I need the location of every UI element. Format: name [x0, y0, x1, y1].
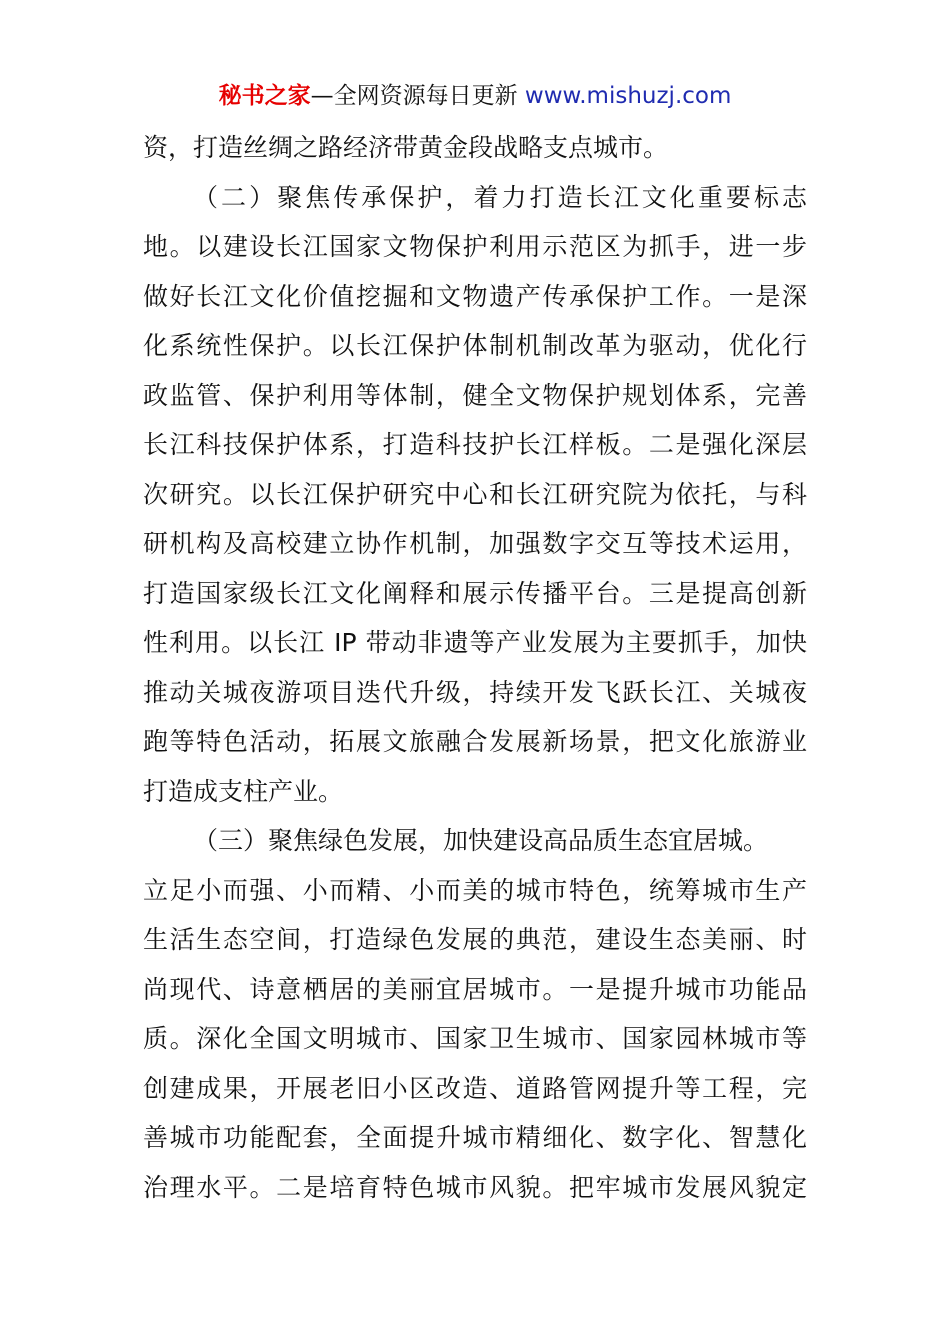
text-line: 治理水平。二是培育特色城市风貌。把牢城市发展风貌定	[143, 1172, 807, 1202]
section-heading-line: （二）聚焦传承保护，着力打造长江文化重要标志	[193, 182, 807, 212]
site-url-link[interactable]: www.mishuzj.com	[524, 83, 732, 109]
site-tagline: —全网资源每日更新	[310, 83, 518, 109]
text-line: 推动关城夜游项目迭代升级，持续开发飞跃长江、关城夜	[143, 677, 807, 707]
text-line: 立足小而强、小而精、小而美的城市特色，统筹城市生产	[143, 875, 807, 905]
text-line: 性利用。以长江 IP 带动非遗等产业发展为主要抓手，加快	[143, 628, 807, 657]
text-line: 资，打造丝绸之路经济带黄金段战略支点城市。	[143, 133, 669, 162]
text-line: 长江科技保护体系，打造科技护长江样板。二是强化深层	[143, 430, 807, 459]
text-line: 政监管、保护利用等体制，健全文物保护规划体系，完善	[143, 380, 807, 410]
text-line: 做好长江文化价值挖掘和文物遗产传承保护工作。一是深	[143, 281, 807, 311]
text-line: 质。深化全国文明城市、国家卫生城市、国家园林城市等	[143, 1024, 807, 1053]
text-line: 创建成果，开展老旧小区改造、道路管网提升等工程，完	[143, 1073, 807, 1103]
text-line: 地。以建设长江国家文物保护利用示范区为抓手，进一步	[143, 232, 807, 261]
site-name: 秘书之家	[218, 83, 311, 109]
text-line: 善城市功能配套，全面提升城市精细化、数字化、智慧化	[143, 1123, 807, 1152]
section-heading-line: （三）聚焦绿色发展，加快建设高品质生态宜居城。	[193, 826, 769, 855]
text-line: 生活生态空间，打造绿色发展的典范，建设生态美丽、时	[143, 925, 807, 954]
text-line: 尚现代、诗意栖居的美丽宜居城市。一是提升城市功能品	[143, 974, 807, 1004]
document-body	[143, 123, 807, 1212]
text-line: 跑等特色活动，拓展文旅融合发展新场景，把文化旅游业	[143, 727, 807, 756]
text-line: 次研究。以长江保护研究中心和长江研究院为依托，与科	[143, 479, 807, 509]
site-header	[0, 80, 950, 112]
text-line: 研机构及高校建立协作机制，加强数字交互等技术运用，	[143, 529, 807, 558]
text-line: 打造国家级长江文化阐释和展示传播平台。三是提高创新	[143, 578, 807, 608]
text-line: 化系统性保护。以长江保护体制机制改革为驱动，优化行	[143, 331, 807, 360]
text-line: 打造成支柱产业。	[143, 776, 344, 806]
